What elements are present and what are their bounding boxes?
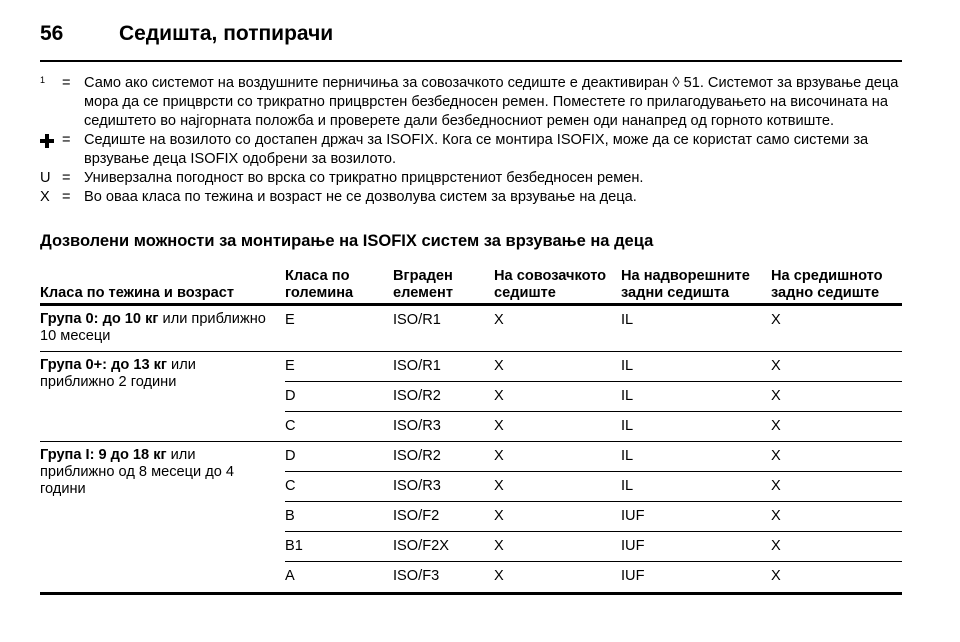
note-text: Само ако системот на воздушните перничиња за совозачкото седиште е деактивиран ◊ 51. Системот за врзување деца мора да се прицврсти со трикратно прицврстен безбедносен ремен. Поместете го прилагодувањето на височината на седиштето во најгорната положба и проверете дали безбедносниот ремен оди нанапред од горното котвиште. bbox=[84, 75, 899, 129]
passenger-seat-cell: X bbox=[494, 448, 504, 464]
fixture-cell: ISO/R1 bbox=[393, 312, 441, 328]
size-class-cell: A bbox=[285, 568, 295, 584]
note-equals: = bbox=[62, 189, 71, 205]
note-x bbox=[40, 188, 908, 207]
size-class-cell: C bbox=[285, 478, 296, 494]
note-isofix bbox=[40, 131, 908, 169]
table-row bbox=[40, 382, 902, 412]
note-key: X bbox=[40, 189, 50, 205]
outer-rear-cell: IUF bbox=[621, 508, 645, 524]
fixture-cell: ISO/R2 bbox=[393, 448, 441, 464]
column-header-size-class: Класа по големина bbox=[285, 268, 354, 301]
isofix-table bbox=[40, 262, 902, 595]
center-rear-cell: X bbox=[771, 508, 781, 524]
table-row bbox=[40, 532, 902, 562]
size-class-cell: C bbox=[285, 418, 296, 434]
passenger-seat-cell: X bbox=[494, 538, 504, 554]
center-rear-cell: X bbox=[771, 358, 781, 374]
passenger-seat-cell: X bbox=[494, 508, 504, 524]
note-text: Седиште на возилото со достапен држач за ISOFIX. Кога се монтира ISOFIX, може да се користат само системи за врзување деца ISOFIX одобрени за возилото. bbox=[84, 132, 869, 167]
size-class-cell: D bbox=[285, 448, 296, 464]
table-group bbox=[40, 442, 902, 592]
group-label-bold: Група 0+: до 13 кг bbox=[40, 357, 167, 373]
fixture-cell: ISO/F3 bbox=[393, 568, 440, 584]
group-label-rest: или приближно 10 месеци bbox=[40, 311, 266, 344]
center-rear-cell: X bbox=[771, 478, 781, 494]
table-row bbox=[40, 472, 902, 502]
center-rear-cell: X bbox=[771, 568, 781, 584]
table-body bbox=[40, 306, 902, 592]
note-equals: = bbox=[62, 170, 71, 186]
outer-rear-cell: IL bbox=[621, 448, 634, 464]
group-label-bold: Група 0: до 10 кг bbox=[40, 311, 159, 327]
passenger-seat-cell: X bbox=[494, 478, 504, 494]
note-equals: = bbox=[62, 75, 71, 91]
group-label-rest: или приближно 2 години bbox=[40, 357, 196, 390]
table-row bbox=[40, 562, 902, 592]
table-row bbox=[40, 502, 902, 532]
column-header-weight-class: Класа по тежина и возраст bbox=[40, 285, 234, 301]
column-header-fixture: Вграден елемент bbox=[393, 268, 453, 301]
table-row bbox=[40, 442, 902, 472]
table-row bbox=[40, 352, 902, 382]
size-class-cell: D bbox=[285, 388, 296, 404]
table-group bbox=[40, 306, 902, 352]
fixture-cell: ISO/R3 bbox=[393, 478, 441, 494]
fixture-cell: ISO/R3 bbox=[393, 418, 441, 434]
outer-rear-cell: IL bbox=[621, 418, 634, 434]
note-key-superscript: 1 bbox=[40, 75, 46, 85]
header-rule bbox=[40, 60, 902, 62]
table-group bbox=[40, 352, 902, 442]
size-class-cell: B1 bbox=[285, 538, 303, 554]
note-u bbox=[40, 169, 908, 188]
fixture-cell: ISO/F2 bbox=[393, 508, 440, 524]
outer-rear-cell: IUF bbox=[621, 538, 645, 554]
fixture-cell: ISO/R2 bbox=[393, 388, 441, 404]
group-label-rest: или приближно од 8 месеци до 4 години bbox=[40, 447, 235, 497]
outer-rear-cell: IL bbox=[621, 478, 634, 494]
table-row bbox=[40, 306, 902, 352]
fixture-cell: ISO/R1 bbox=[393, 358, 441, 374]
center-rear-cell: X bbox=[771, 312, 781, 328]
note-1 bbox=[40, 74, 908, 131]
isofix-plus-icon bbox=[40, 134, 54, 148]
passenger-seat-cell: X bbox=[494, 358, 504, 374]
fixture-cell: ISO/F2X bbox=[393, 538, 449, 554]
center-rear-cell: X bbox=[771, 388, 781, 404]
section-title: Дозволени можности за монтирање на ISOFIX систем за врзување на деца bbox=[40, 232, 654, 250]
outer-rear-cell: IL bbox=[621, 312, 634, 328]
outer-rear-cell: IL bbox=[621, 358, 634, 374]
table-bottom-rule bbox=[40, 592, 902, 595]
center-rear-cell: X bbox=[771, 448, 781, 464]
size-class-cell: B bbox=[285, 508, 295, 524]
note-key bbox=[40, 131, 62, 150]
table-row bbox=[40, 412, 902, 442]
table-header bbox=[40, 262, 902, 302]
size-class-cell: E bbox=[285, 358, 295, 374]
outer-rear-cell: IL bbox=[621, 388, 634, 404]
page-title: Седишта, потпирачи bbox=[119, 22, 334, 45]
passenger-seat-cell: X bbox=[494, 418, 504, 434]
center-rear-cell: X bbox=[771, 538, 781, 554]
page-header bbox=[40, 10, 902, 60]
outer-rear-cell: IUF bbox=[621, 568, 645, 584]
column-header-passenger-seat: На совозачкото седиште bbox=[494, 268, 607, 301]
passenger-seat-cell: X bbox=[494, 388, 504, 404]
column-header-outer-rear-seats: На надворешните задни седишта bbox=[621, 268, 750, 301]
passenger-seat-cell: X bbox=[494, 312, 504, 328]
footnotes bbox=[40, 74, 908, 207]
column-header-center-rear-seat: На средишното задно седиште bbox=[771, 268, 883, 301]
center-rear-cell: X bbox=[771, 418, 781, 434]
note-key: U bbox=[40, 170, 51, 186]
note-equals: = bbox=[62, 132, 71, 148]
group-label-bold: Група I: 9 до 18 кг bbox=[40, 447, 167, 463]
page-number: 56 bbox=[40, 22, 64, 45]
note-text: Универзална погодност во врска со трикратно прицврстениот безбедносен ремен. bbox=[84, 170, 644, 186]
passenger-seat-cell: X bbox=[494, 568, 504, 584]
size-class-cell: E bbox=[285, 312, 295, 328]
note-text: Во оваа класа по тежина и возраст не се дозволува систем за врзување на деца. bbox=[84, 189, 637, 205]
